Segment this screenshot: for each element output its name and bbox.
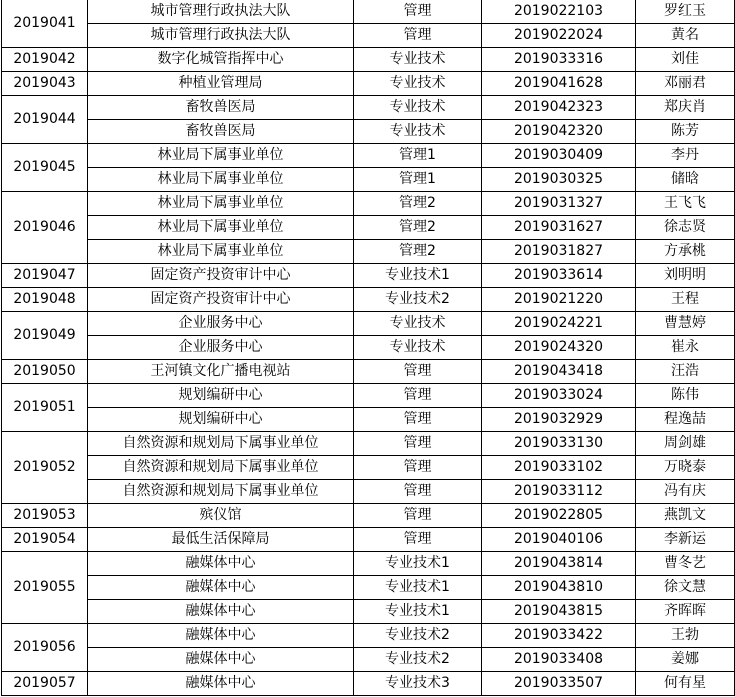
unit-cell: 林业局下属事业单位: [88, 216, 354, 240]
candidate-name-cell: 王飞飞: [636, 192, 735, 216]
candidate-name-cell: 刘佳: [636, 48, 735, 72]
position-code-cell: 2019043: [2, 72, 88, 96]
exam-number-cell: 2019033112: [482, 480, 636, 504]
position-code-cell: 2019051: [2, 384, 88, 432]
table-row: [2, 576, 735, 600]
position-type-cell: 专业技术1: [354, 552, 482, 576]
table-row: [2, 504, 735, 528]
position-type-cell: 管理: [354, 408, 482, 432]
exam-number-cell: 2019024320: [482, 336, 636, 360]
unit-cell: 规划编研中心: [88, 384, 354, 408]
exam-number-cell: 2019030325: [482, 168, 636, 192]
position-type-cell: 管理2: [354, 240, 482, 264]
table-row: [2, 384, 735, 408]
table-row: [2, 72, 735, 96]
exam-number-cell: 2019043815: [482, 600, 636, 624]
position-code-cell: 2019053: [2, 504, 88, 528]
position-type-cell: 专业技术: [354, 48, 482, 72]
candidate-name-cell: 曹慧婷: [636, 312, 735, 336]
exam-number-cell: 2019021220: [482, 288, 636, 312]
unit-cell: 融媒体中心: [88, 672, 354, 696]
table-row: [2, 264, 735, 288]
table-row: [2, 168, 735, 192]
table-row: [2, 432, 735, 456]
exam-number-cell: 2019031827: [482, 240, 636, 264]
candidate-name-cell: 姜娜: [636, 648, 735, 672]
exam-number-cell: 2019033408: [482, 648, 636, 672]
candidate-name-cell: 黄名: [636, 24, 735, 48]
candidate-name-cell: 罗红玉: [636, 0, 735, 24]
candidate-name-cell: 陈芳: [636, 120, 735, 144]
candidate-name-cell: 燕凯文: [636, 504, 735, 528]
results-table-body: [2, 0, 735, 696]
position-type-cell: 管理2: [354, 192, 482, 216]
table-row: [2, 288, 735, 312]
unit-cell: 规划编研中心: [88, 408, 354, 432]
table-row: [2, 0, 735, 24]
unit-cell: 林业局下属事业单位: [88, 192, 354, 216]
position-type-cell: 管理1: [354, 144, 482, 168]
candidate-name-cell: 邓丽君: [636, 72, 735, 96]
table-row: [2, 336, 735, 360]
exam-number-cell: 2019043810: [482, 576, 636, 600]
table-row: [2, 456, 735, 480]
candidate-name-cell: 崔永: [636, 336, 735, 360]
position-type-cell: 管理: [354, 0, 482, 24]
position-code-cell: 2019044: [2, 96, 88, 144]
table-row: [2, 600, 735, 624]
exam-number-cell: 2019033102: [482, 456, 636, 480]
exam-number-cell: 2019040106: [482, 528, 636, 552]
exam-number-cell: 2019024221: [482, 312, 636, 336]
table-row: [2, 672, 735, 696]
exam-number-cell: 2019042320: [482, 120, 636, 144]
exam-number-cell: 2019042323: [482, 96, 636, 120]
position-type-cell: 管理1: [354, 168, 482, 192]
table-row: [2, 48, 735, 72]
unit-cell: 林业局下属事业单位: [88, 144, 354, 168]
unit-cell: 城市管理行政执法大队: [88, 0, 354, 24]
unit-cell: 王河镇文化广播电视站: [88, 360, 354, 384]
position-code-cell: 2019047: [2, 264, 88, 288]
candidate-name-cell: 汪浩: [636, 360, 735, 384]
exam-number-cell: 2019033422: [482, 624, 636, 648]
table-row: [2, 24, 735, 48]
unit-cell: 种植业管理局: [88, 72, 354, 96]
exam-number-cell: 2019032929: [482, 408, 636, 432]
position-type-cell: 专业技术2: [354, 288, 482, 312]
candidate-name-cell: 齐晖晖: [636, 600, 735, 624]
exam-number-cell: 2019033507: [482, 672, 636, 696]
position-code-cell: 2019056: [2, 624, 88, 672]
position-type-cell: 管理2: [354, 216, 482, 240]
exam-number-cell: 2019031327: [482, 192, 636, 216]
unit-cell: 林业局下属事业单位: [88, 240, 354, 264]
candidate-name-cell: 储晗: [636, 168, 735, 192]
position-type-cell: 管理: [354, 360, 482, 384]
position-code-cell: 2019049: [2, 312, 88, 360]
unit-cell: 自然资源和规划局下属事业单位: [88, 480, 354, 504]
candidate-name-cell: 方承桃: [636, 240, 735, 264]
position-type-cell: 专业技术: [354, 96, 482, 120]
candidate-name-cell: 郑庆肖: [636, 96, 735, 120]
position-type-cell: 管理: [354, 432, 482, 456]
table-row: [2, 552, 735, 576]
exam-number-cell: 2019033024: [482, 384, 636, 408]
table-row: [2, 120, 735, 144]
position-type-cell: 专业技术1: [354, 576, 482, 600]
unit-cell: 融媒体中心: [88, 552, 354, 576]
table-row: [2, 360, 735, 384]
position-code-cell: 2019041: [2, 0, 88, 48]
candidate-name-cell: 徐文慧: [636, 576, 735, 600]
table-row: [2, 528, 735, 552]
table-row: [2, 96, 735, 120]
table-row: [2, 144, 735, 168]
unit-cell: 融媒体中心: [88, 648, 354, 672]
exam-number-cell: 2019043814: [482, 552, 636, 576]
position-code-cell: 2019048: [2, 288, 88, 312]
candidate-name-cell: 冯有庆: [636, 480, 735, 504]
position-type-cell: 专业技术3: [354, 672, 482, 696]
candidate-name-cell: 何有星: [636, 672, 735, 696]
position-code-cell: 2019042: [2, 48, 88, 72]
exam-number-cell: 2019043418: [482, 360, 636, 384]
table-row: [2, 624, 735, 648]
exam-number-cell: 2019041628: [482, 72, 636, 96]
position-code-cell: 2019052: [2, 432, 88, 504]
unit-cell: 畜牧兽医局: [88, 120, 354, 144]
unit-cell: 融媒体中心: [88, 624, 354, 648]
candidate-name-cell: 王程: [636, 288, 735, 312]
unit-cell: 自然资源和规划局下属事业单位: [88, 456, 354, 480]
unit-cell: 固定资产投资审计中心: [88, 288, 354, 312]
table-row: [2, 648, 735, 672]
position-type-cell: 管理: [354, 528, 482, 552]
candidate-name-cell: 曹冬艺: [636, 552, 735, 576]
exam-number-cell: 2019022805: [482, 504, 636, 528]
position-type-cell: 专业技术1: [354, 264, 482, 288]
table-row: [2, 240, 735, 264]
candidate-name-cell: 李丹: [636, 144, 735, 168]
position-type-cell: 管理: [354, 456, 482, 480]
position-code-cell: 2019054: [2, 528, 88, 552]
unit-cell: 林业局下属事业单位: [88, 168, 354, 192]
unit-cell: 自然资源和规划局下属事业单位: [88, 432, 354, 456]
position-code-cell: 2019045: [2, 144, 88, 192]
unit-cell: 企业服务中心: [88, 336, 354, 360]
candidate-name-cell: 周剑雄: [636, 432, 735, 456]
exam-number-cell: 2019031627: [482, 216, 636, 240]
unit-cell: 固定资产投资审计中心: [88, 264, 354, 288]
unit-cell: 畜牧兽医局: [88, 96, 354, 120]
unit-cell: 殡仪馆: [88, 504, 354, 528]
unit-cell: 企业服务中心: [88, 312, 354, 336]
position-type-cell: 专业技术: [354, 72, 482, 96]
position-code-cell: 2019046: [2, 192, 88, 264]
position-type-cell: 管理: [354, 504, 482, 528]
position-code-cell: 2019055: [2, 552, 88, 624]
unit-cell: 城市管理行政执法大队: [88, 24, 354, 48]
unit-cell: 融媒体中心: [88, 600, 354, 624]
position-type-cell: 管理: [354, 384, 482, 408]
exam-number-cell: 2019022024: [482, 24, 636, 48]
candidate-name-cell: 王勃: [636, 624, 735, 648]
position-code-cell: 2019050: [2, 360, 88, 384]
candidate-name-cell: 万晓泰: [636, 456, 735, 480]
table-row: [2, 408, 735, 432]
results-table: [1, 0, 735, 696]
candidate-name-cell: 陈伟: [636, 384, 735, 408]
position-type-cell: 专业技术: [354, 336, 482, 360]
position-type-cell: 专业技术1: [354, 600, 482, 624]
position-type-cell: 专业技术: [354, 312, 482, 336]
position-type-cell: 管理: [354, 24, 482, 48]
exam-number-cell: 2019033130: [482, 432, 636, 456]
unit-cell: 数字化城管指挥中心: [88, 48, 354, 72]
candidate-name-cell: 李新运: [636, 528, 735, 552]
table-row: [2, 216, 735, 240]
position-type-cell: 专业技术: [354, 120, 482, 144]
position-code-cell: 2019057: [2, 672, 88, 696]
position-type-cell: 管理: [354, 480, 482, 504]
unit-cell: 融媒体中心: [88, 576, 354, 600]
candidate-name-cell: 徐志贤: [636, 216, 735, 240]
exam-number-cell: 2019033614: [482, 264, 636, 288]
exam-number-cell: 2019022103: [482, 0, 636, 24]
unit-cell: 最低生活保障局: [88, 528, 354, 552]
position-type-cell: 专业技术2: [354, 624, 482, 648]
exam-number-cell: 2019030409: [482, 144, 636, 168]
position-type-cell: 专业技术2: [354, 648, 482, 672]
candidate-name-cell: 程逸喆: [636, 408, 735, 432]
candidate-name-cell: 刘明明: [636, 264, 735, 288]
table-row: [2, 312, 735, 336]
table-row: [2, 480, 735, 504]
exam-number-cell: 2019033316: [482, 48, 636, 72]
table-row: [2, 192, 735, 216]
